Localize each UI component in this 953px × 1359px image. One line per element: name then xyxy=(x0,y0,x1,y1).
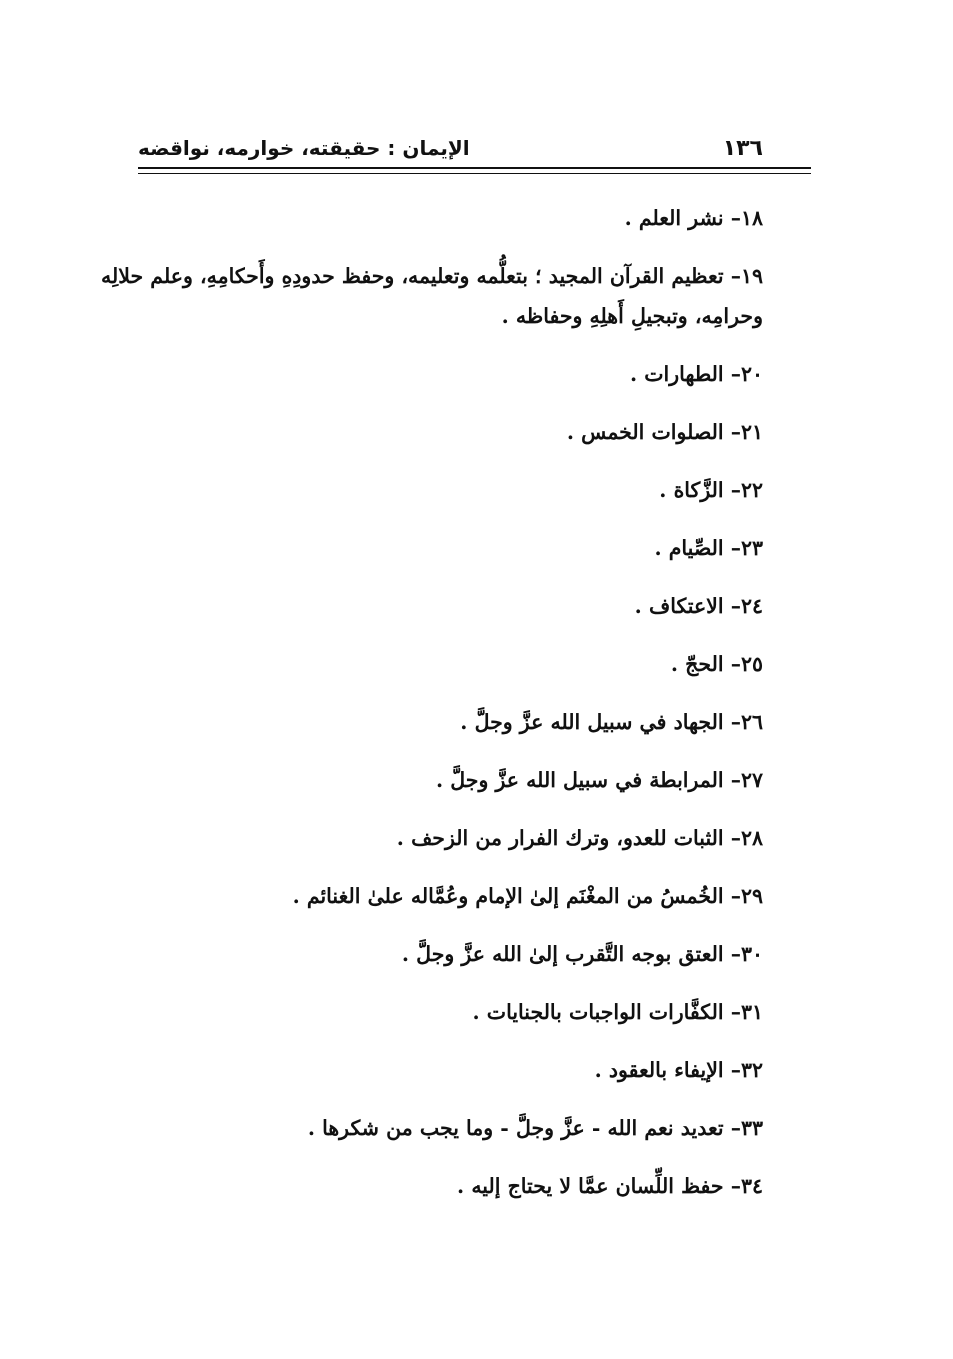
item-text: الحجّ . xyxy=(670,652,724,676)
list-item: ٢٧– المرابطة في سبيل الله عزَّ وجلَّ . xyxy=(83,760,763,800)
item-number: ٢٧ xyxy=(740,768,763,792)
header-rule-thin xyxy=(138,173,811,174)
item-number: ٣٢ xyxy=(740,1058,763,1082)
list-body xyxy=(83,198,763,1224)
item-text: نشر العلم . xyxy=(624,206,724,230)
item-number: ٢٠ xyxy=(740,362,763,386)
item-text: تعظيم القرآن المجيد ؛ بتعلُّمه وتعليمه، وحفظ حدودِهِ وأَحكامِهِ، وعلم حلالِه وحرامِه، وتبجيلِ أَهلِهِ وحفاظه . xyxy=(101,264,763,328)
item-text: تعديد نعم الله - عزَّ وجلَّ - وما يجب من شكرها . xyxy=(307,1116,724,1140)
item-text: الطهارات . xyxy=(629,362,724,386)
item-number: ٣٣ xyxy=(740,1116,763,1140)
page-header xyxy=(138,130,763,166)
list-item: ٢٥– الحجّ . xyxy=(83,644,763,684)
list-item: ١٨– نشر العلم . xyxy=(83,198,763,238)
item-number: ٣٠ xyxy=(740,942,763,966)
list-item: ١٩– تعظيم القرآن المجيد ؛ بتعلُّمه وتعليمه، وحفظ حدودِهِ وأَحكامِهِ، وعلم حلالِه وحرامِه، وتبجيلِ أَهلِهِ وحفاظه . xyxy=(101,256,808,336)
item-number: ٢٦ xyxy=(740,710,763,734)
list-item: ٢٣– الصِّيام . xyxy=(83,528,763,568)
header-rule xyxy=(138,167,811,169)
item-text: الصلوات الخمس . xyxy=(566,420,724,444)
item-number: ٢٨ xyxy=(740,826,763,850)
item-text: الثبات للعدو، وترك الفرار من الزحف . xyxy=(396,826,724,850)
item-number: ١٩ xyxy=(740,264,763,288)
item-text: الخُمسُ من المغْنَم إلىٰ الإمام وعُمَّاله علىٰ الغنائم . xyxy=(292,884,724,908)
list-item: ٣٢– الإيفاء بالعقود . xyxy=(83,1050,763,1090)
item-number: ٢٣ xyxy=(740,536,763,560)
item-text: الإيفاء بالعقود . xyxy=(594,1058,724,1082)
item-number: ٢١ xyxy=(740,420,763,444)
item-number: ٢٢ xyxy=(740,478,763,502)
item-text: الكفَّارات الواجبات بالجنايات . xyxy=(472,1000,724,1024)
list-item: ٣٠– العتق بوجه التَّقرب إلىٰ الله عزَّ وجلَّ . xyxy=(83,934,763,974)
list-item: ٢٨– الثبات للعدو، وترك الفرار من الزحف . xyxy=(83,818,763,858)
page-number: ١٣٦ xyxy=(722,135,763,161)
item-number: ١٨ xyxy=(740,206,763,230)
item-number: ٢٩ xyxy=(740,884,763,908)
list-item: ٢٩– الخُمسُ من المغْنَم إلىٰ الإمام وعُمَّاله علىٰ الغنائم . xyxy=(83,876,763,916)
item-number: ٣٤ xyxy=(740,1174,763,1198)
item-text: الصِّيام . xyxy=(654,536,724,560)
item-text: العتق بوجه التَّقرب إلىٰ الله عزَّ وجلَّ . xyxy=(401,942,724,966)
item-text: المرابطة في سبيل الله عزَّ وجلَّ . xyxy=(435,768,724,792)
list-item: ٢٠– الطهارات . xyxy=(83,354,763,394)
list-item: ٢٦– الجهاد في سبيل الله عزَّ وجلَّ . xyxy=(83,702,763,742)
list-item: ٢١– الصلوات الخمس . xyxy=(83,412,763,452)
item-text: الاعتكاف . xyxy=(634,594,724,618)
item-text: الجهاد في سبيل الله عزَّ وجلَّ . xyxy=(460,710,724,734)
list-item: ٢٤– الاعتكاف . xyxy=(83,586,763,626)
item-number: ٣١ xyxy=(740,1000,763,1024)
item-number: ٢٥ xyxy=(740,652,763,676)
item-text: الزَّكاة . xyxy=(659,478,724,502)
list-item: ٣٤– حفظ اللِّسان عمَّا لا يحتاج إليه . xyxy=(83,1166,763,1206)
list-item: ٣١– الكفَّارات الواجبات بالجنايات . xyxy=(83,992,763,1032)
list-item: ٣٣– تعديد نعم الله - عزَّ وجلَّ - وما يجب من شكرها . xyxy=(83,1108,763,1148)
list-item: ٢٢– الزَّكاة . xyxy=(83,470,763,510)
item-text: حفظ اللِّسان عمَّا لا يحتاج إليه . xyxy=(457,1174,724,1198)
item-number: ٢٤ xyxy=(740,594,763,618)
running-title: الإيمان : حقيقته، خوارمه، نواقضه xyxy=(138,136,470,160)
